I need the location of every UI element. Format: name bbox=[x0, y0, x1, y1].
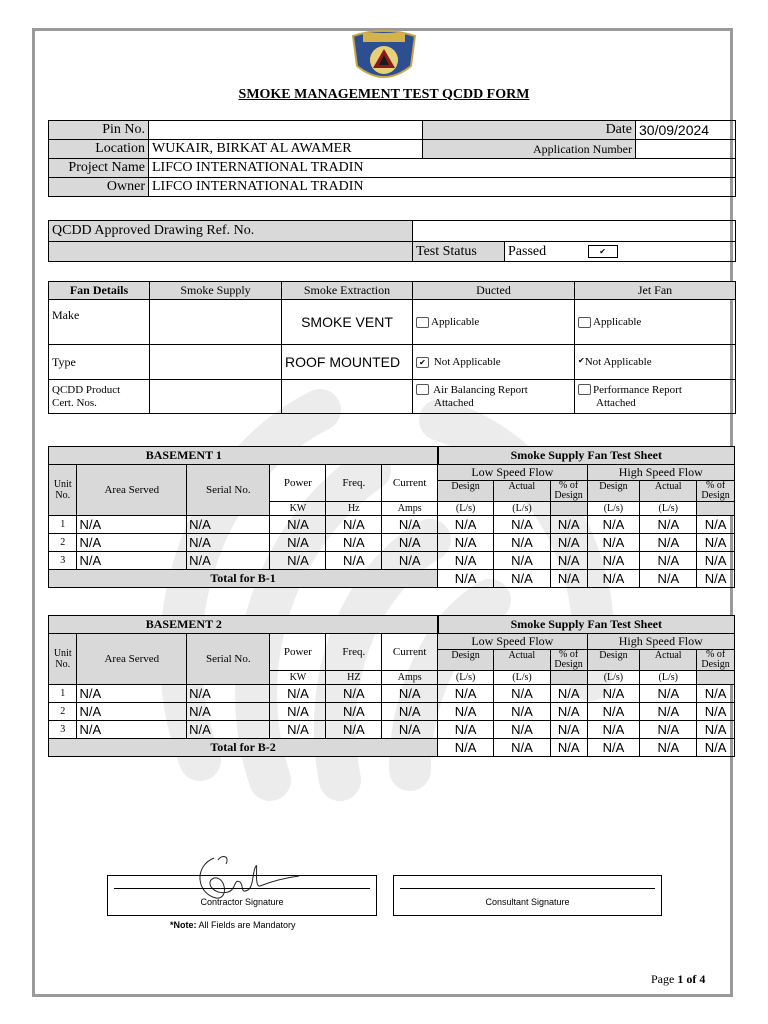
smoke-supply-header: Smoke Supply bbox=[150, 282, 282, 300]
area-served-cell[interactable]: N/A bbox=[77, 534, 187, 552]
low-design-unit: (L/s) bbox=[438, 502, 494, 516]
jet-fan-header: Jet Fan bbox=[575, 282, 736, 300]
high-design-unit: (L/s) bbox=[587, 671, 640, 685]
type-ducted-label: Not Applicable bbox=[433, 356, 501, 368]
make-extraction-field[interactable]: SMOKE VENT bbox=[282, 300, 413, 345]
total-low-pct[interactable]: N/A bbox=[550, 739, 587, 757]
serial-no-cell[interactable]: N/A bbox=[187, 534, 270, 552]
qcdd-logo-emblem bbox=[345, 28, 423, 88]
make-ducted-checkbox[interactable] bbox=[416, 317, 429, 328]
test-status-select[interactable] bbox=[505, 242, 736, 262]
type-jet-cell bbox=[575, 345, 736, 380]
location-field[interactable]: WUKAIR, BIRKAT AL AWAMER bbox=[149, 140, 423, 159]
test-status-label: Test Status bbox=[413, 242, 505, 262]
test-status-dropdown-icon[interactable]: ✔ bbox=[588, 245, 618, 258]
consultant-signature-box[interactable] bbox=[393, 875, 662, 916]
page-number bbox=[651, 972, 705, 987]
serial-no-header: Serial No. bbox=[187, 634, 270, 685]
unit-number: 1 bbox=[49, 516, 77, 534]
low-actual-header: Actual bbox=[493, 481, 550, 501]
make-jet-checkbox[interactable] bbox=[578, 317, 591, 328]
basement-1-title: BASEMENT 1 bbox=[49, 447, 438, 465]
current-cell[interactable]: N/A bbox=[382, 552, 438, 570]
note-prefix: *Note: bbox=[170, 920, 197, 930]
low-pct-cell[interactable]: N/A bbox=[550, 534, 587, 552]
unit-number: 2 bbox=[49, 534, 77, 552]
low-speed-block bbox=[438, 465, 587, 502]
type-supply-field[interactable] bbox=[150, 345, 282, 380]
total-high-design[interactable]: N/A bbox=[587, 570, 640, 588]
low-pct-blank bbox=[550, 502, 587, 516]
low-actual-header: Actual bbox=[493, 650, 550, 670]
total-high-actual[interactable]: N/A bbox=[640, 570, 697, 588]
kw-unit: KW bbox=[270, 671, 326, 685]
basement-2-title: BASEMENT 2 bbox=[49, 616, 438, 634]
low-actual-cell[interactable]: N/A bbox=[494, 685, 551, 703]
unit-no-header: Unit No. bbox=[49, 465, 77, 516]
cert-supply-field[interactable] bbox=[150, 380, 282, 414]
low-design-cell[interactable]: N/A bbox=[438, 721, 494, 739]
current-cell[interactable]: N/A bbox=[382, 703, 438, 721]
cert-label-cell bbox=[49, 380, 150, 414]
type-extraction-field[interactable]: ROOF MOUNTED bbox=[282, 345, 413, 380]
low-actual-cell[interactable]: N/A bbox=[494, 552, 551, 570]
amps-unit: Amps bbox=[382, 671, 438, 685]
high-pct-cell[interactable]: N/A bbox=[697, 516, 735, 534]
total-high-pct[interactable]: N/A bbox=[697, 739, 735, 757]
high-pct-cell[interactable]: N/A bbox=[697, 721, 735, 739]
high-design-cell[interactable]: N/A bbox=[587, 703, 640, 721]
cert-label-line2: Cert. Nos. bbox=[52, 396, 97, 409]
high-actual-cell[interactable]: N/A bbox=[640, 721, 697, 739]
low-design-unit: (L/s) bbox=[438, 671, 494, 685]
total-row bbox=[49, 570, 735, 588]
low-design-cell[interactable]: N/A bbox=[438, 534, 494, 552]
consultant-signature-line bbox=[400, 888, 655, 889]
high-design-cell[interactable]: N/A bbox=[587, 685, 640, 703]
high-design-header: Design bbox=[599, 481, 628, 492]
total-high-actual[interactable]: N/A bbox=[640, 739, 697, 757]
type-ducted-cell bbox=[413, 345, 575, 380]
current-header: Current bbox=[382, 465, 438, 502]
drawing-ref-table bbox=[48, 220, 736, 262]
freq-cell[interactable]: N/A bbox=[326, 552, 382, 570]
pin-field[interactable] bbox=[149, 121, 423, 140]
freq-cell[interactable]: N/A bbox=[326, 516, 382, 534]
air-balancing-label: Air Balancing Report bbox=[433, 383, 528, 396]
freq-header: Freq. bbox=[326, 634, 382, 671]
low-pct-cell[interactable]: N/A bbox=[550, 516, 587, 534]
high-design-cell[interactable]: N/A bbox=[587, 552, 640, 570]
date-field[interactable]: 30/09/2024 bbox=[636, 121, 736, 140]
high-pct-cell[interactable]: N/A bbox=[697, 552, 735, 570]
project-name-label: Project Name bbox=[49, 159, 149, 178]
high-pct-blank bbox=[697, 671, 735, 685]
low-actual-unit: (L/s) bbox=[494, 502, 551, 516]
low-design-cell[interactable]: N/A bbox=[438, 552, 494, 570]
contractor-signature-label: Contractor Signature bbox=[200, 897, 284, 907]
power-cell[interactable]: N/A bbox=[270, 516, 326, 534]
power-cell[interactable]: N/A bbox=[270, 552, 326, 570]
cert-jet-cell bbox=[575, 380, 736, 414]
low-actual-cell[interactable]: N/A bbox=[494, 516, 551, 534]
consultant-signature-label: Consultant Signature bbox=[485, 897, 570, 907]
low-actual-cell[interactable]: N/A bbox=[494, 721, 551, 739]
cert-label-line1: QCDD Product bbox=[52, 383, 121, 396]
low-design-header: Design bbox=[451, 650, 480, 661]
low-pct-cell[interactable]: N/A bbox=[550, 703, 587, 721]
basement-2-table bbox=[48, 615, 735, 757]
project-info-table bbox=[48, 120, 736, 197]
type-jet-label: Not Applicable bbox=[584, 356, 652, 368]
total-low-design[interactable]: N/A bbox=[438, 739, 494, 757]
total-low-actual[interactable]: N/A bbox=[494, 739, 551, 757]
low-pct-header: % of Design bbox=[550, 650, 587, 670]
freq-cell[interactable]: N/A bbox=[326, 685, 382, 703]
performance-report-label: Performance Report bbox=[593, 383, 682, 396]
cert-extraction-field[interactable] bbox=[282, 380, 413, 414]
power-cell[interactable]: N/A bbox=[270, 703, 326, 721]
high-pct-header: % of Design bbox=[696, 481, 734, 501]
high-actual-unit: (L/s) bbox=[640, 502, 697, 516]
unit-number: 3 bbox=[49, 552, 77, 570]
area-served-cell[interactable]: N/A bbox=[77, 516, 187, 534]
low-actual-cell[interactable]: N/A bbox=[494, 703, 551, 721]
make-label: Make bbox=[49, 300, 150, 345]
current-cell[interactable]: N/A bbox=[382, 516, 438, 534]
type-label: Type bbox=[49, 345, 150, 380]
unit-number: 1 bbox=[49, 685, 77, 703]
low-actual-cell[interactable]: N/A bbox=[494, 534, 551, 552]
current-cell[interactable]: N/A bbox=[382, 685, 438, 703]
total-low-design[interactable]: N/A bbox=[438, 570, 494, 588]
fan-details-table bbox=[48, 281, 736, 414]
basement-1-sheet-title: Smoke Supply Fan Test Sheet bbox=[438, 447, 735, 465]
power-cell[interactable]: N/A bbox=[270, 721, 326, 739]
high-actual-cell[interactable]: N/A bbox=[640, 516, 697, 534]
high-design-header: Design bbox=[599, 650, 628, 661]
total-high-design[interactable]: N/A bbox=[587, 739, 640, 757]
area-served-header: Area Served bbox=[77, 634, 187, 685]
low-pct-cell[interactable]: N/A bbox=[550, 685, 587, 703]
page-total: 4 bbox=[699, 972, 706, 986]
mandatory-note bbox=[170, 920, 296, 930]
total-label: Total for B-2 bbox=[49, 739, 438, 757]
project-name-field[interactable]: LIFCO INTERNATIONAL TRADIN bbox=[149, 159, 736, 178]
kw-unit: KW bbox=[270, 502, 326, 516]
ducted-header: Ducted bbox=[413, 282, 575, 300]
high-design-unit: (L/s) bbox=[587, 502, 640, 516]
unit-number: 2 bbox=[49, 703, 77, 721]
low-design-header: Design bbox=[451, 481, 480, 492]
current-cell[interactable]: N/A bbox=[382, 534, 438, 552]
drawing-ref-blank bbox=[49, 242, 413, 262]
table-row bbox=[49, 721, 735, 739]
make-supply-field[interactable] bbox=[150, 300, 282, 345]
fan-details-header: Fan Details bbox=[49, 282, 150, 300]
serial-no-cell[interactable]: N/A bbox=[187, 721, 270, 739]
high-actual-cell[interactable]: N/A bbox=[640, 534, 697, 552]
total-high-pct[interactable]: N/A bbox=[697, 570, 735, 588]
table-row bbox=[49, 703, 735, 721]
freq-cell[interactable]: N/A bbox=[326, 703, 382, 721]
freq-header: Freq. bbox=[326, 465, 382, 502]
hz-unit: Hz bbox=[326, 502, 382, 516]
drawing-ref-field[interactable] bbox=[413, 221, 736, 242]
high-pct-cell[interactable]: N/A bbox=[697, 685, 735, 703]
current-cell[interactable]: N/A bbox=[382, 721, 438, 739]
current-header: Current bbox=[382, 634, 438, 671]
high-speed-flow-header: High Speed Flow bbox=[588, 465, 735, 481]
low-pct-header: % of Design bbox=[550, 481, 587, 501]
page-prefix: Page bbox=[651, 972, 675, 986]
serial-no-cell[interactable]: N/A bbox=[187, 516, 270, 534]
low-speed-block bbox=[438, 634, 587, 671]
owner-field[interactable]: LIFCO INTERNATIONAL TRADIN bbox=[149, 178, 736, 197]
performance-report-label-2: Attached bbox=[596, 396, 636, 409]
location-label: Location bbox=[49, 140, 149, 159]
high-design-cell[interactable]: N/A bbox=[587, 534, 640, 552]
power-cell[interactable]: N/A bbox=[270, 685, 326, 703]
pin-label: Pin No. bbox=[49, 121, 149, 140]
low-pct-cell[interactable]: N/A bbox=[550, 552, 587, 570]
high-pct-cell[interactable]: N/A bbox=[697, 703, 735, 721]
note-text: All Fields are Mandatory bbox=[196, 920, 296, 930]
page-current: 1 bbox=[677, 972, 684, 986]
air-balancing-checkbox[interactable] bbox=[416, 384, 429, 395]
area-served-cell[interactable]: N/A bbox=[77, 685, 187, 703]
hz-unit: HZ bbox=[326, 671, 382, 685]
high-actual-header: Actual bbox=[639, 650, 696, 670]
freq-cell[interactable]: N/A bbox=[326, 721, 382, 739]
high-speed-flow-header: High Speed Flow bbox=[588, 634, 735, 650]
make-jet-cell bbox=[575, 300, 736, 345]
type-jet-checkmark[interactable]: ✔ bbox=[578, 356, 585, 365]
test-status-value: Passed bbox=[508, 243, 547, 259]
high-speed-block bbox=[587, 634, 735, 671]
contractor-signature-box[interactable] bbox=[107, 875, 377, 916]
high-pct-cell[interactable]: N/A bbox=[697, 534, 735, 552]
power-header: Power bbox=[270, 634, 326, 671]
date-label: Date bbox=[423, 121, 636, 140]
table-row bbox=[49, 534, 735, 552]
area-served-cell[interactable]: N/A bbox=[77, 552, 187, 570]
cert-ducted-cell bbox=[413, 380, 575, 414]
high-speed-block bbox=[587, 465, 735, 502]
amps-unit: Amps bbox=[382, 502, 438, 516]
high-actual-cell[interactable]: N/A bbox=[640, 552, 697, 570]
low-speed-flow-header: Low Speed Flow bbox=[438, 634, 586, 650]
total-label: Total for B-1 bbox=[49, 570, 438, 588]
total-row bbox=[49, 739, 735, 757]
power-header: Power bbox=[270, 465, 326, 502]
table-row bbox=[49, 685, 735, 703]
serial-no-cell[interactable]: N/A bbox=[187, 685, 270, 703]
serial-no-header: Serial No. bbox=[187, 465, 270, 516]
owner-label: Owner bbox=[49, 178, 149, 197]
area-served-cell[interactable]: N/A bbox=[77, 721, 187, 739]
high-design-cell[interactable]: N/A bbox=[587, 516, 640, 534]
application-number-field[interactable] bbox=[636, 140, 736, 159]
high-actual-cell[interactable]: N/A bbox=[640, 703, 697, 721]
performance-report-checkbox[interactable] bbox=[578, 384, 591, 395]
high-pct-header: % of Design bbox=[696, 650, 734, 670]
low-actual-unit: (L/s) bbox=[494, 671, 551, 685]
high-actual-cell[interactable]: N/A bbox=[640, 685, 697, 703]
serial-no-cell[interactable]: N/A bbox=[187, 703, 270, 721]
contractor-signature-line bbox=[114, 888, 370, 889]
basement-1-table bbox=[48, 446, 735, 588]
high-design-cell[interactable]: N/A bbox=[587, 721, 640, 739]
table-row bbox=[49, 516, 735, 534]
unit-number: 3 bbox=[49, 721, 77, 739]
page-of: of bbox=[686, 972, 697, 986]
unit-no-header: Unit No. bbox=[49, 634, 77, 685]
area-served-cell[interactable]: N/A bbox=[77, 703, 187, 721]
low-pct-blank bbox=[550, 671, 587, 685]
basement-2-sheet-title: Smoke Supply Fan Test Sheet bbox=[438, 616, 735, 634]
smoke-extraction-header: Smoke Extraction bbox=[282, 282, 413, 300]
total-low-pct[interactable]: N/A bbox=[550, 570, 587, 588]
type-ducted-checkbox[interactable]: ✔ bbox=[416, 357, 429, 368]
area-served-header: Area Served bbox=[77, 465, 187, 516]
freq-cell[interactable]: N/A bbox=[326, 534, 382, 552]
make-jet-label: Applicable bbox=[593, 316, 642, 328]
application-number-label: Application Number bbox=[423, 140, 636, 159]
high-actual-header: Actual bbox=[639, 481, 696, 501]
make-ducted-label: Applicable bbox=[431, 316, 480, 328]
air-balancing-label-2: Attached bbox=[434, 396, 474, 409]
power-cell[interactable]: N/A bbox=[270, 534, 326, 552]
low-design-cell[interactable]: N/A bbox=[438, 516, 494, 534]
low-speed-flow-header: Low Speed Flow bbox=[438, 465, 586, 481]
high-pct-blank bbox=[697, 502, 735, 516]
form-title: SMOKE MANAGEMENT TEST QCDD FORM bbox=[238, 87, 530, 102]
table-row bbox=[49, 552, 735, 570]
low-design-cell[interactable]: N/A bbox=[438, 703, 494, 721]
make-ducted-cell bbox=[413, 300, 575, 345]
drawing-ref-label: QCDD Approved Drawing Ref. No. bbox=[49, 221, 413, 242]
total-low-actual[interactable]: N/A bbox=[494, 570, 551, 588]
high-actual-unit: (L/s) bbox=[640, 671, 697, 685]
low-pct-cell[interactable]: N/A bbox=[550, 721, 587, 739]
serial-no-cell[interactable]: N/A bbox=[187, 552, 270, 570]
low-design-cell[interactable]: N/A bbox=[438, 685, 494, 703]
